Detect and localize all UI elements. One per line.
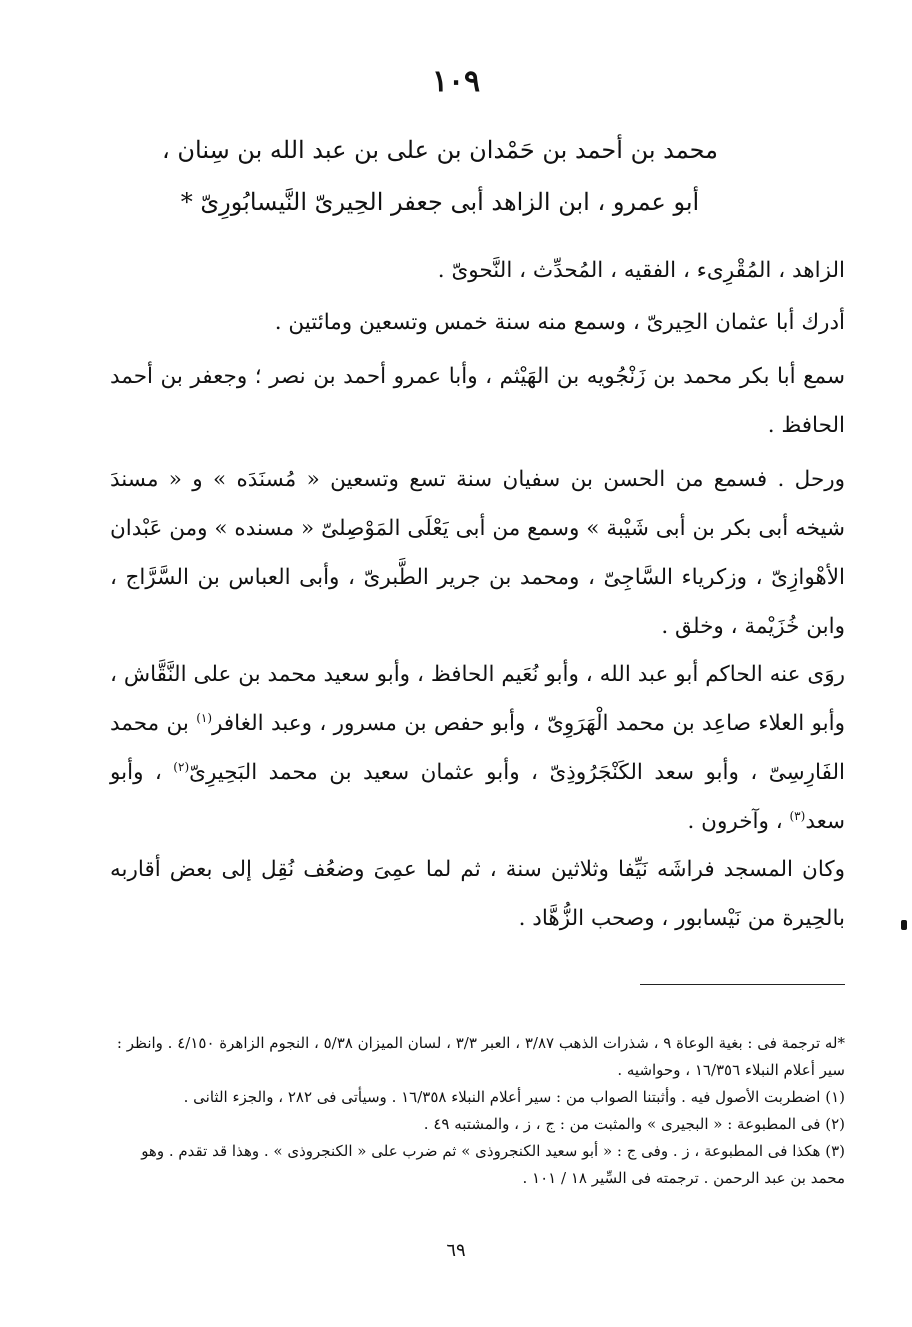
footnote-ref-1: (١) [196,710,213,725]
paragraph-travels: ورحل . فسمع من الحسن بن سفيان سنة تسع وتسعين « مُسنَدَه » و « مسندَ شيخه أبى بكر بن أبى شَيْبة » وسمع من أبى يَعْلَى المَوْصِلىّ « مسنده » ومن عَبْدان الأهْوازِىّ ، وزكرياء السَّاجِىّ ، ومحمد بن جرير الطَّبرىّ ، وأبى العباس بن السَّرَّاج ، وابن خُزَيْمة ، وخلق . [110,467,845,639]
narrators-text-4: ، وآخرون . [687,809,790,834]
page-number: ٦٩ [446,1240,466,1261]
footnote-ref-2: (٢) [173,759,190,774]
scan-edge-mark [901,920,907,930]
entry-number: ١٠٩ [431,64,481,99]
paragraph-narrators [110,650,845,846]
footnote-1: (١) اضطربت الأصول فيه . وأثبتنا الصواب من : سير أعلام النبلاء ١٦/٣٥٨ . وسيأتى فى ٢٨٢ ، والجزء الثانى . [183,1088,845,1106]
narrators-text-3: ، وأبو سعد [110,760,845,834]
paragraph-heard-from: سمع أبا بكر محمد بن زَنْجُويه بن الهَيْثم ، وأبا عمرو أحمد بن نصر ؛ وجعفر بن أحمد الحافظ . [110,364,845,438]
paragraph-titles: الزاهد ، المُقْرِىء ، الفقيه ، المُحدِّث ، النَّحوىّ . [437,258,845,283]
footnote-ref-3: (٣) [789,808,806,823]
biography-kunya-line: أبو عمرو ، ابن الزاهد أبى جعفر الحِيرىّ النَّيسابُورِىّ * [180,188,700,216]
narrators-text-2: بن محمد الفَارِسِىّ ، وأبو سعد الكَنْجَرُوذِىّ ، وأبو عثمان سعيد بن محمد البَحِيرِىّ [110,711,845,785]
footnote-2: (٢) فى المطبوعة : « البجيرى » والمثبت من : ج ، ز ، والمشتبه ٤٩ . [423,1115,845,1133]
biography-name-line: محمد بن أحمد بن حَمْدان بن على بن عبد الله بن سِنان ، [162,136,718,164]
paragraph-met: أدرك أبا عثمان الحِيرىّ ، وسمع منه سنة خمس وتسعين ومائتين . [274,310,845,335]
footnote-star: *له ترجمة فى : بغية الوعاة ٩ ، شذرات الذهب ٣/٨٧ ، العبر ٣/٣ ، لسان الميزان ٥/٣٨ ، النجوم الزاهرة ٤/١٥٠ . وانظر : سير أعلام النبلاء ١٦/٣٥٦ ، وحواشيه . [116,1034,845,1079]
narrators-text-1: روَى عنه الحاكم أبو عبد الله ، وأبو نُعَيم الحافظ ، وأبو سعيد محمد بن على النَّقَّاش ، وأبو العلاء صاعِد بن محمد الْهَرَوِىّ ، وأبو حفص بن مسرور ، وعبد الغافر [110,662,845,736]
footnote-separator [640,984,845,985]
footnote-3: (٣) هكذا فى المطبوعة ، ز . وفى ج : « أبو سعيد الكنجروذى » ثم ضرب على « الكنجروذى » . وهذا قد تقدم . وهو محمد بن عبد الرحمن . ترجمته فى السِّير ١٨ / ١٠١ . [141,1142,845,1187]
paragraph-later-life: وكان المسجد فراشَه نَيِّفا وثلاثين سنة ، ثم لما عمِىَ وضعُف نُقِل إلى بعض أقاربه بالحِيرة من نَيْسابور ، وصحب الزُّهَّاد . [110,857,845,931]
footnotes [110,1030,845,1192]
